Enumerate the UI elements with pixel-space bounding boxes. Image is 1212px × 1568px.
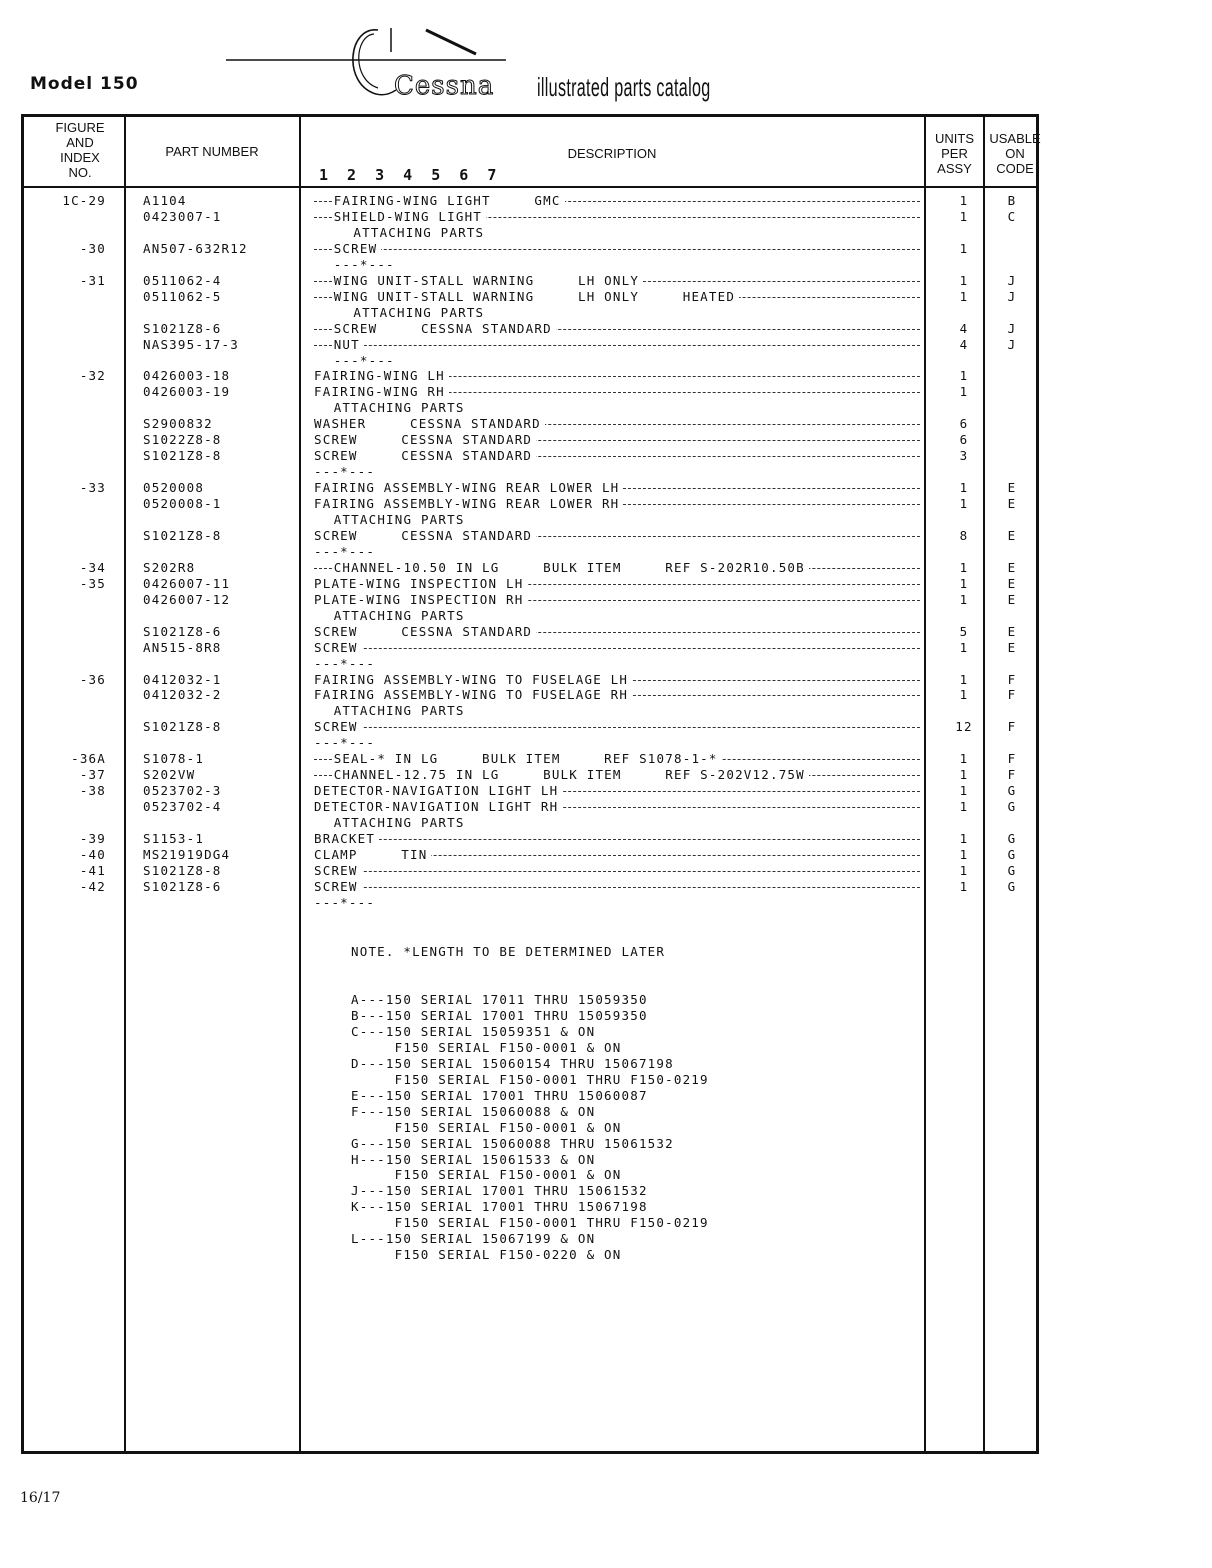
usable-on-code: F [1007,751,1017,767]
units-per-assy: 1 [959,799,969,815]
units-per-assy: 1 [959,767,969,783]
usable-on-code: G [1007,862,1017,878]
svg-text:Cessna: Cessna [394,71,495,101]
part-description: CHANNEL-12.75 IN LG BULK ITEM REF S-202V12.75W [314,767,920,782]
part-description: ---*--- [314,895,920,910]
figure-index: -36 [79,671,106,687]
part-description: ---*--- [314,464,920,479]
usable-on-code: E [1007,496,1017,512]
part-description: SHIELD-WING LIGHT [314,209,920,224]
dash-leader [314,839,920,840]
units-per-assy: 1 [959,272,969,288]
usable-on-code: E [1007,623,1017,639]
part-description: FAIRING-WING RH [314,384,920,399]
units-per-assy: 1 [959,783,969,799]
units-per-assy: 4 [959,336,969,352]
units-per-assy: 1 [959,384,969,400]
figure-index: -34 [79,559,106,575]
model-title: Model 150 [30,74,139,94]
serial-code-line: F---150 SERIAL 15060088 & ON [351,1103,596,1119]
part-number: 0426003-19 [143,384,231,400]
part-description: SCREW CESSNA STANDARD [314,432,920,447]
units-per-assy: 1 [959,671,969,687]
part-number: S202VW [143,767,196,783]
units-per-assy: 1 [959,208,969,224]
serial-code-line: E---150 SERIAL 17001 THRU 15060087 [351,1087,648,1103]
figure-index: -33 [79,480,106,496]
part-description: ATTACHING PARTS [314,512,920,527]
part-number: S1021Z8-6 [143,320,222,336]
part-number: 0523702-3 [143,783,222,799]
part-number: 0426007-12 [143,591,231,607]
part-number: 0423007-1 [143,208,222,224]
part-number: S1021Z8-6 [143,878,222,894]
part-number: S1021Z8-6 [143,623,222,639]
units-per-assy: 1 [959,846,969,862]
part-description: ---*--- [314,735,920,750]
description-column-header: DESCRIPTION [567,146,657,161]
units-per-assy: 1 [959,831,969,846]
units-per-assy: 1 [959,240,969,256]
part-number: 0511062-5 [143,288,222,304]
figure-index: -32 [79,368,106,384]
part-description: FAIRING ASSEMBLY-WING TO FUSELAGE RH [314,687,920,702]
units-column-header: UNITS PER ASSY [935,131,974,176]
part-description: FAIRING ASSEMBLY-WING REAR LOWER RH [314,496,920,511]
part-description: DETECTOR-NAVIGATION LIGHT RH [314,799,920,814]
part-description: SCREW CESSNA STANDARD [314,624,920,639]
part-description: FAIRING-WING LH [314,368,920,383]
part-number: 0523702-4 [143,799,222,815]
serial-code-line: J---150 SERIAL 17001 THRU 15061532 [351,1183,648,1199]
part-description: WASHER CESSNA STANDARD [314,416,920,431]
units-per-assy: 1 [959,288,969,304]
figure-index: 1C-29 [62,193,106,208]
part-number: 0426007-11 [143,575,231,591]
usable-on-code: J [1007,320,1017,336]
part-number: S1021Z8-8 [143,719,222,735]
usable-on-code: J [1007,272,1017,288]
part-description: SCREW CESSNA STANDARD [314,321,920,336]
part-description: SCREW [314,879,920,894]
usable-on-code: G [1007,831,1017,846]
usable-on-code: B [1007,193,1017,208]
part-number: NAS395-17-3 [143,336,239,352]
column-divider [299,114,301,1454]
usable-on-code: E [1007,639,1017,655]
dash-leader [314,249,920,250]
part-number: S202R8 [143,559,196,575]
usable-on-code: E [1007,591,1017,607]
units-per-assy: 6 [959,432,969,448]
part-description: ---*--- [314,257,920,272]
figure-index: -37 [79,767,106,783]
units-per-assy: 1 [959,480,969,496]
part-description: ATTACHING PARTS [314,305,920,320]
part-description: ATTACHING PARTS [314,225,920,240]
part-description: PLATE-WING INSPECTION RH [314,592,920,607]
part-description: SCREW [314,719,920,734]
units-per-assy: 1 [959,878,969,894]
usable-on-code: G [1007,799,1017,815]
part-description: WING UNIT-STALL WARNING LH ONLY [314,273,920,288]
serial-code-line: L---150 SERIAL 15067199 & ON [351,1231,596,1247]
serial-code-line: D---150 SERIAL 15060154 THRU 15067198 [351,1055,674,1071]
part-number: S1021Z8-8 [143,448,222,464]
serial-code-line: C---150 SERIAL 15059351 & ON [351,1023,596,1039]
serial-code-line: H---150 SERIAL 15061533 & ON [351,1151,596,1167]
units-per-assy: 8 [959,527,969,543]
units-per-assy: 5 [959,623,969,639]
part-description: SEAL-* IN LG BULK ITEM REF S1078-1-* [314,751,920,766]
figure-index: -35 [79,575,106,591]
figure-index: -41 [79,862,106,878]
figure-index: -30 [79,240,106,256]
usable-on-code: J [1007,336,1017,352]
part-description: SCREW [314,640,920,655]
part-description: SCREW [314,241,920,256]
part-description: CLAMP TIN [314,847,920,862]
serial-code-line: A---150 SERIAL 17011 THRU 15059350 [351,992,648,1007]
serial-code-line: G---150 SERIAL 15060088 THRU 15061532 [351,1135,674,1151]
dash-leader [314,648,920,649]
part-number: A1104 [143,193,187,208]
units-per-assy: 1 [959,639,969,655]
part-description: CHANNEL-10.50 IN LG BULK ITEM REF S-202R10.50B [314,560,920,575]
usable-on-code: F [1007,767,1017,783]
part-description: ATTACHING PARTS [314,608,920,623]
column-divider [124,114,126,1454]
figure-index: -38 [79,783,106,799]
usable-on-code: E [1007,480,1017,496]
units-per-assy: 3 [959,448,969,464]
usable-on-code: F [1007,687,1017,703]
units-per-assy: 1 [959,591,969,607]
usable-on-code: E [1007,575,1017,591]
part-number: 0520008 [143,480,205,496]
serial-code-line: B---150 SERIAL 17001 THRU 15059350 [351,1007,648,1023]
part-number: 0426003-18 [143,368,231,384]
part-description: FAIRING-WING LIGHT GMC [314,193,920,208]
header-divider [21,186,1039,188]
figure-index: -42 [79,878,106,894]
usable-on-code: J [1007,288,1017,304]
units-per-assy: 1 [959,559,969,575]
part-description: SCREW CESSNA STANDARD [314,448,920,463]
part-description: ATTACHING PARTS [314,703,920,718]
dash-leader [314,887,920,888]
dash-leader [314,727,920,728]
units-per-assy: 1 [959,368,969,384]
usable-on-code: F [1007,671,1017,687]
units-per-assy: 1 [959,575,969,591]
length-note: NOTE. *LENGTH TO BE DETERMINED LATER [351,944,666,959]
part-description: ---*--- [314,656,920,671]
part-number: 0520008-1 [143,496,222,512]
part-number: 0511062-4 [143,272,222,288]
part-number: S1153-1 [143,831,205,846]
part-description: FAIRING ASSEMBLY-WING TO FUSELAGE LH [314,672,920,687]
usable-on-code: E [1007,527,1017,543]
part-description: DETECTOR-NAVIGATION LIGHT LH [314,783,920,798]
units-per-assy: 1 [959,751,969,767]
usable-on-code: C [1007,208,1017,224]
usable-on-code: G [1007,846,1017,862]
part-number: 0412032-1 [143,671,222,687]
part-number: S1021Z8-8 [143,862,222,878]
serial-code-line: F150 SERIAL F150-0001 & ON [351,1167,622,1183]
part-number: 0412032-2 [143,687,222,703]
usable-on-code: G [1007,878,1017,894]
column-divider [924,114,926,1454]
figure-index: -31 [79,272,106,288]
part-description: PLATE-WING INSPECTION LH [314,576,920,591]
part-number: S1022Z8-8 [143,432,222,448]
usable-on-code: G [1007,783,1017,799]
figure-index: -39 [79,831,106,846]
figure-column-header: FIGURE AND INDEX NO. [55,120,105,180]
part-description: ---*--- [314,353,920,368]
part-number: S1078-1 [143,751,205,767]
usable-on-code: F [1007,719,1017,735]
units-per-assy: 1 [959,862,969,878]
part-description: ATTACHING PARTS [314,815,920,830]
part-description: BRACKET [314,831,920,846]
part-description: SCREW [314,863,920,878]
serial-code-line: F150 SERIAL F150-0001 & ON [351,1119,622,1135]
dash-leader [314,345,920,346]
part-number-column-header: PART NUMBER [165,144,259,159]
part-number: MS21919DG4 [143,846,231,862]
part-number: AN507-632R12 [143,240,248,256]
part-number: S1021Z8-8 [143,527,222,543]
part-description: WING UNIT-STALL WARNING LH ONLY HEATED [314,289,920,304]
part-description: NUT [314,337,920,352]
usable-on-code: E [1007,559,1017,575]
usable-on-code-column-header: USABLE ON CODE [989,131,1041,176]
cessna-logo [226,22,526,102]
units-per-assy: 6 [959,416,969,432]
part-description: FAIRING ASSEMBLY-WING REAR LOWER LH [314,480,920,495]
part-number: AN515-8R8 [143,639,222,655]
part-description: ATTACHING PARTS [314,400,920,415]
serial-code-line: F150 SERIAL F150-0220 & ON [351,1247,622,1263]
units-per-assy: 1 [959,193,969,208]
part-description: ---*--- [314,544,920,559]
dash-leader [314,871,920,872]
units-per-assy: 1 [959,687,969,703]
serial-code-line: F150 SERIAL F150-0001 THRU F150-0219 [351,1071,709,1087]
units-per-assy: 12 [955,719,973,735]
units-per-assy: 4 [959,320,969,336]
part-description: SCREW CESSNA STANDARD [314,528,920,543]
serial-code-line: F150 SERIAL F150-0001 & ON [351,1039,622,1055]
part-number: S2900832 [143,416,213,432]
serial-code-line: K---150 SERIAL 17001 THRU 15067198 [351,1199,648,1215]
indent-level-digits: 1 2 3 4 5 6 7 [319,166,502,184]
catalog-title: illustrated parts catalog [537,72,711,102]
page-number: 16/17 [20,1490,61,1506]
serial-code-line: F150 SERIAL F150-0001 THRU F150-0219 [351,1215,709,1231]
figure-index: -36A [71,751,106,767]
units-per-assy: 1 [959,496,969,512]
figure-index: -40 [79,846,106,862]
